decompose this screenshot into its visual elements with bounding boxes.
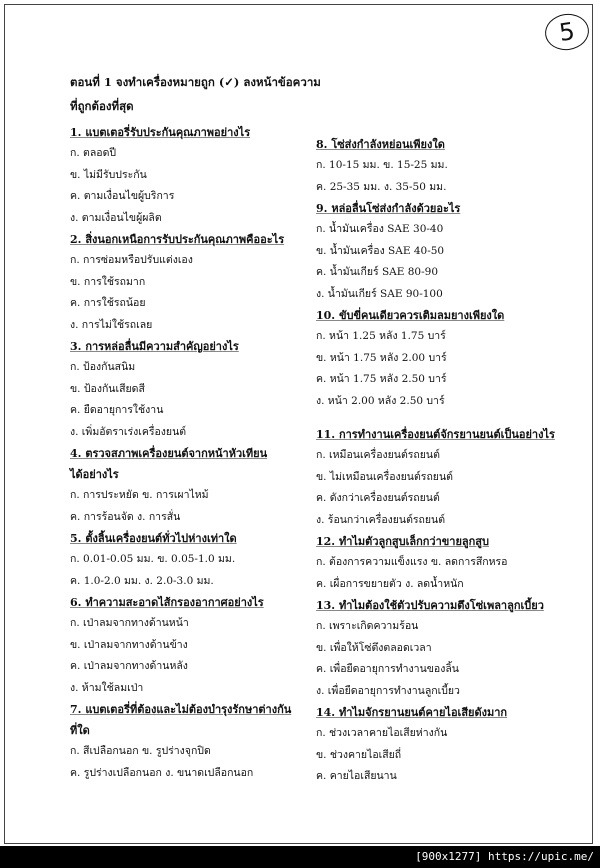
right-column bbox=[316, 134, 586, 788]
answer-option: ก. ช่วงเวลาคายไอเสียห่างกัน bbox=[316, 727, 448, 739]
answer-option: ก. สีเปลือกนอก ข. รูปร่างจุกปิด bbox=[70, 745, 211, 757]
instructions-line-2: ที่ถูกต้องที่สุด bbox=[70, 99, 134, 113]
answer-option: ค. การใช้รถน้อย bbox=[70, 297, 146, 309]
answer-option: ค. เพื่อยืดอายุการทำงานของลิ้น bbox=[316, 663, 459, 675]
question-title: 14. ทำไมจักรยานยนต์คายไอเสียดังมาก bbox=[316, 706, 508, 719]
answer-option: ง. ห้ามใช้ลมเป่า bbox=[70, 681, 144, 694]
question-title: 4. ตรวจสภาพเครื่องยนต์จากหน้าหัวเทียน bbox=[70, 447, 268, 460]
question-title: 10. ขับขี่คนเดียวควรเติมลมยางเพียงใด bbox=[316, 309, 505, 322]
question-title: 7. แบตเตอรี่ที่ต้องและไม่ต้องบำรุงรักษาต่างกัน bbox=[70, 703, 292, 716]
answer-option: ค. ดังกว่าเครื่องยนต์รถยนต์ bbox=[316, 492, 440, 504]
answer-option: ข. ป้องกันเสียดสี bbox=[70, 382, 145, 395]
answer-option: ค. น้ำมันเกียร์ SAE 80-90 bbox=[316, 266, 438, 278]
question-title: 13. ทำไมต้องใช้ตัวปรับความตึงโซ่เพลาลูกเบี้ยว bbox=[316, 599, 544, 612]
question-title: 6. ทำความสะอาดไส้กรองอากาศอย่างไร bbox=[70, 596, 264, 609]
answer-option: ก. เพราะเกิดความร้อน bbox=[316, 620, 419, 632]
answer-option: ง. เพื่อยืดอายุการทำงานลูกเบี้ยว bbox=[316, 684, 460, 697]
answer-option: ข. เพื่อให้โซ่ตึงตลอดเวลา bbox=[316, 641, 432, 654]
question-title: 9. หล่อลื่นโซ่ส่งกำลังด้วยอะไร bbox=[316, 202, 461, 215]
answer-option: ข. การใช้รถมาก bbox=[70, 275, 146, 288]
question-title: 2. สิ่งนอกเหนือการรับประกันคุณภาพคืออะไร bbox=[70, 233, 285, 246]
answer-option: ก. การซ่อมหรือปรับแต่งเอง bbox=[70, 254, 193, 266]
question-title: 1. แบตเตอรี่รับประกันคุณภาพอย่างไร bbox=[70, 126, 251, 139]
answer-option: ข. เป่าลมจากทางด้านข้าง bbox=[70, 638, 188, 651]
answer-option: ก. ป้องกันสนิม bbox=[70, 361, 136, 373]
question-title: 5. ตั้งลิ้นเครื่องยนต์ทั่วไปห่างเท่าใด bbox=[70, 532, 237, 545]
answer-option: ก. หน้า 1.25 หลัง 1.75 บาร์ bbox=[316, 330, 446, 342]
answer-option: ง. ตามเงื่อนไขผู้ผลิต bbox=[70, 211, 162, 224]
question-title-continued: ได้อย่างไร bbox=[70, 468, 119, 481]
answer-option: ก. 0.01-0.05 มม. ข. 0.05-1.0 มม. bbox=[70, 553, 236, 565]
answer-option: ข. น้ำมันเครื่อง SAE 40-50 bbox=[316, 244, 445, 257]
answer-option: ก. การประหยัด ข. การเผาไหม้ bbox=[70, 489, 209, 501]
answer-option: ก. ต้องการความแข็งแรง ข. ลดการสึกหรอ bbox=[316, 556, 508, 568]
answer-option: ก. เป่าลมจากทางด้านหน้า bbox=[70, 617, 189, 629]
answer-option: ค. เผื่อการขยายตัว ง. ลดน้ำหนัก bbox=[316, 577, 464, 590]
answer-option: ก. ตลอดปี bbox=[70, 147, 117, 159]
image-host-footer[interactable]: [900x1277] https://upic.me/ bbox=[0, 846, 600, 868]
question-title: 3. การหล่อลื่นมีความสำคัญอย่างไร bbox=[70, 340, 239, 353]
left-column bbox=[70, 122, 315, 784]
answer-option: ก. น้ำมันเครื่อง SAE 30-40 bbox=[316, 223, 444, 235]
page-number-circle: 5 bbox=[543, 11, 592, 53]
answer-option: ง. หน้า 2.00 หลัง 2.50 บาร์ bbox=[316, 394, 445, 407]
answer-option: ข. หน้า 1.75 หลัง 2.00 บาร์ bbox=[316, 351, 447, 364]
answer-option: ก. เหมือนเครื่องยนต์รถยนต์ bbox=[316, 449, 440, 461]
answer-option: ข. ไม่มีรับประกัน bbox=[70, 168, 147, 181]
instructions-header bbox=[70, 70, 360, 118]
answer-option: ค. ยืดอายุการใช้งาน bbox=[70, 404, 164, 416]
question-title-continued: ที่ใด bbox=[70, 724, 90, 737]
answer-option: ค. การร้อนจัด ง. การสั่น bbox=[70, 510, 181, 523]
answer-option: ค. 1.0-2.0 มม. ง. 2.0-3.0 มม. bbox=[70, 574, 214, 587]
answer-option: ค. เป่าลมจากทางด้านหลัง bbox=[70, 660, 188, 672]
answer-option: ข. ไม่เหมือนเครื่องยนต์รถยนต์ bbox=[316, 470, 453, 483]
answer-option: ง. การไม่ใช้รถเลย bbox=[70, 318, 153, 331]
answer-option: ค. หน้า 1.75 หลัง 2.50 บาร์ bbox=[316, 373, 447, 385]
instructions-line-1: ตอนที่ 1 จงทำเครื่องหมายถูก (✓) ลงหน้าข้อความ bbox=[70, 75, 321, 89]
answer-option: ค. 25-35 มม. ง. 35-50 มม. bbox=[316, 180, 447, 193]
answer-option: ค. คายไอเสียนาน bbox=[316, 770, 397, 782]
question-title: 11. การทำงานเครื่องยนต์จักรยานยนต์เป็นอย่างไร bbox=[316, 428, 555, 441]
answer-option: ค. ตามเงื่อนไขผู้บริการ bbox=[70, 190, 175, 202]
answer-option: ค. รูปร่างเปลือกนอก ง. ขนาดเปลือกนอก bbox=[70, 766, 254, 779]
answer-option: ข. ช่วงคายไอเสียถี่ bbox=[316, 748, 402, 761]
question-title: 8. โซ่ส่งกำลังหย่อนเพียงใด bbox=[316, 138, 445, 151]
answer-option: ง. ร้อนกว่าเครื่องยนต์รถยนต์ bbox=[316, 513, 446, 526]
spacer bbox=[316, 412, 586, 424]
answer-option: ง. น้ำมันเกียร์ SAE 90-100 bbox=[316, 287, 443, 300]
answer-option: ก. 10-15 มม. ข. 15-25 มม. bbox=[316, 159, 448, 171]
question-title: 12. ทำไมตัวลูกสูบเล็กกว่าขายลูกสูบ bbox=[316, 535, 490, 548]
answer-option: ง. เพิ่มอัตราเร่งเครื่องยนต์ bbox=[70, 425, 187, 438]
